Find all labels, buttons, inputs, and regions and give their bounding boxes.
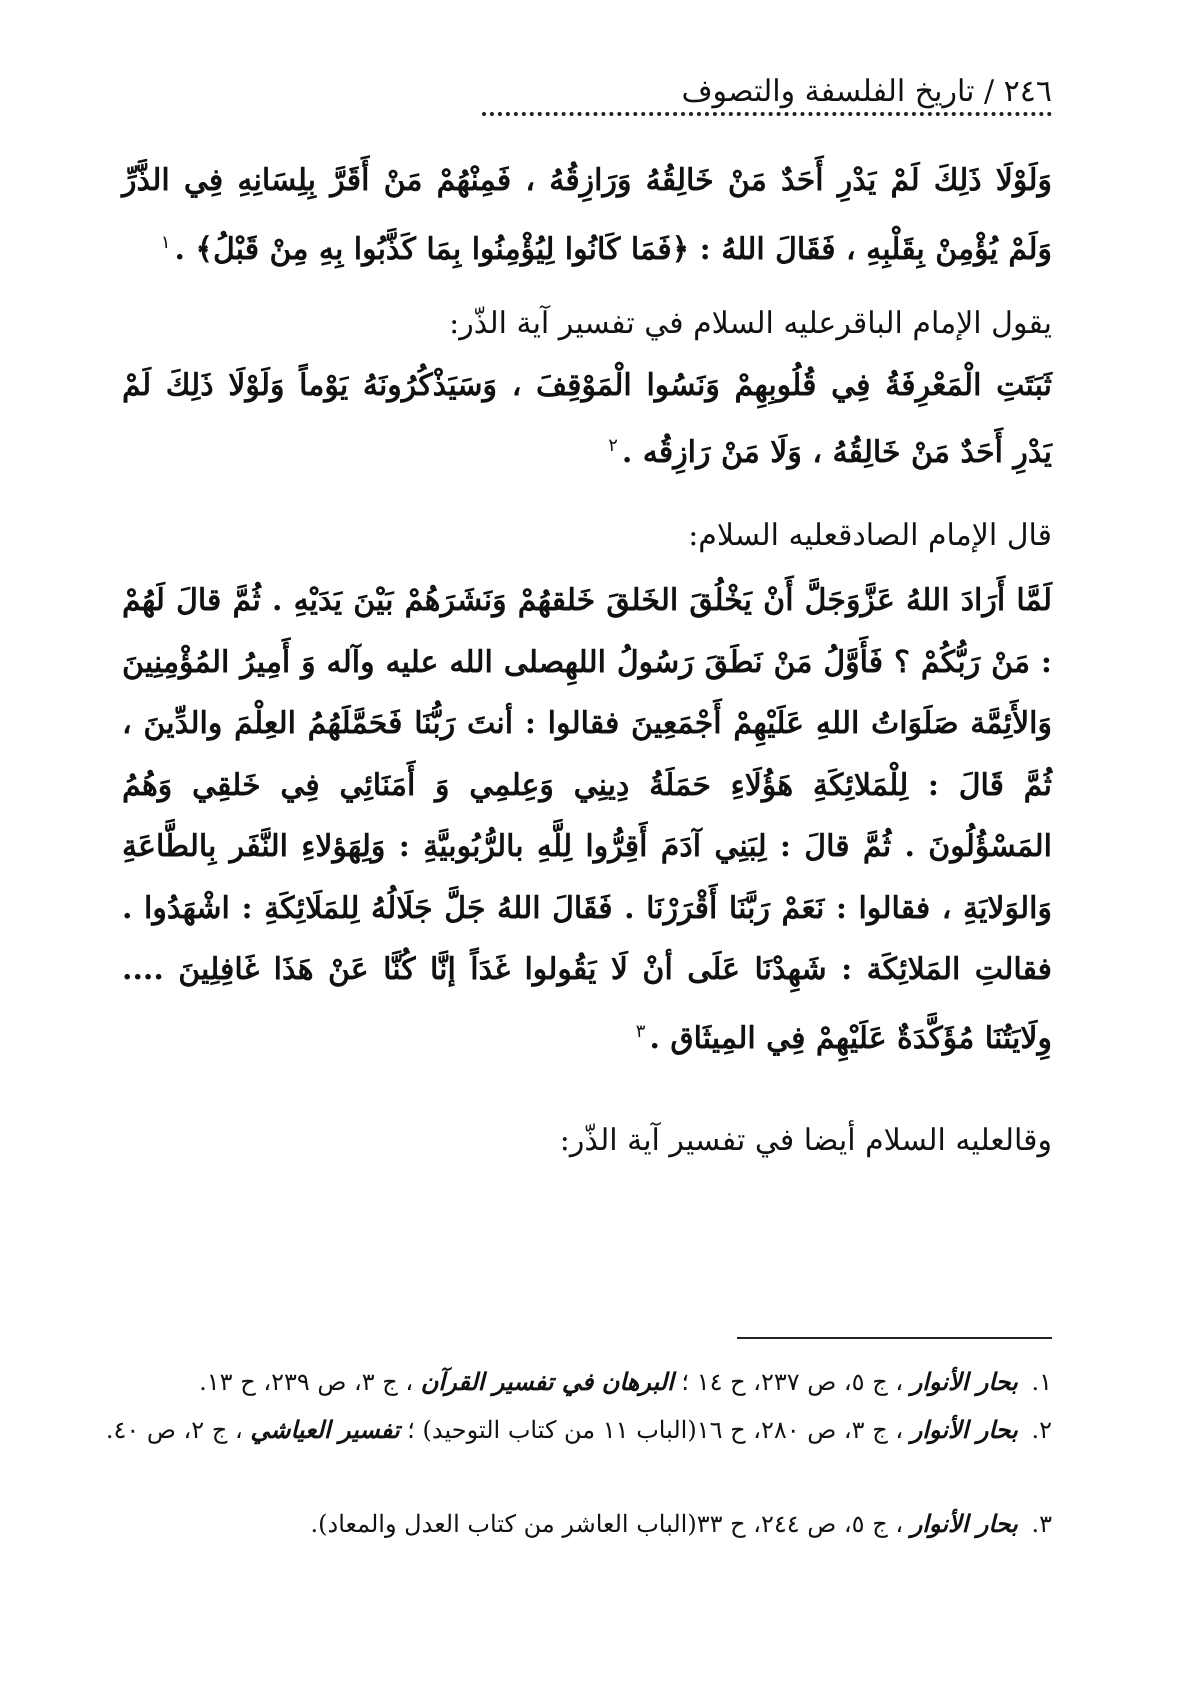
footnote-ref-1[interactable]: ١ <box>160 232 171 253</box>
header-dotted-rule <box>482 112 1052 116</box>
footnote-reference: ، ج ٥، ص ٢٣٧، ح ١٤ ؛ <box>681 1368 904 1396</box>
footnote-source-title: تفسير العياشي <box>250 1415 400 1444</box>
quote-paragraph-2 <box>122 356 1052 483</box>
quote-text-2: ثَبَتَتِ الْمَعْرِفَةُ فِي قُلُوبِهِمْ وَنَسُوا الْمَوْقِفَ ، وَسَيَذْكُرُونَهُ يَوْماً وَلَوْلَا ذَلِكَ لَمْ يَدْرِ أَحَدٌ مَنْ خَالِقُهُ ، وَلَا مَنْ رَازِقُه . <box>122 368 1052 470</box>
footnote-number: ٢. <box>1031 1416 1052 1444</box>
footnote-source-title: البرهان في تفسير القرآن <box>420 1367 674 1396</box>
quote-paragraph-1 <box>122 150 1052 281</box>
footnote-source-title: بحار الأنوار <box>910 1367 1018 1396</box>
intro-line-2: يقول الإمام الباقرعليه السلام في تفسير آية الذّر: <box>449 306 1052 341</box>
footnote-reference: ، ج ٣، ص ٢٨٠، ح ١٦(الباب ١١ من كتاب التوحيد) ؛ <box>407 1416 904 1444</box>
footnote-reference: ، ج ٢، ص ٤٠. <box>105 1416 243 1444</box>
footnote-ref-3[interactable]: ٣ <box>635 1020 646 1042</box>
book-title: تاريخ الفلسفة والتصوف <box>681 74 975 109</box>
page-number: ٢٤٦ <box>1003 74 1052 109</box>
footnote-separator <box>737 1337 1052 1339</box>
footnote-2 <box>97 1410 1052 1450</box>
footnote-1 <box>97 1362 1052 1402</box>
footnote-number: ٣. <box>1031 1510 1052 1538</box>
intro-line-4: وقالعليه السلام أيضا في تفسير آية الذّر: <box>559 1123 1052 1158</box>
footnote-reference: ، ج ٥، ص ٢٤٤، ح ٣٣(الباب العاشر من كتاب العدل والمعاد). <box>310 1510 904 1538</box>
footnote-source-title: بحار الأنوار <box>910 1415 1018 1444</box>
footnote-source-title: بحار الأنوار <box>910 1509 1018 1538</box>
footnote-number: ١. <box>1031 1368 1052 1396</box>
running-header <box>118 72 1052 128</box>
footnote-3 <box>97 1504 1052 1544</box>
header-separator: / <box>984 74 995 109</box>
quote-text-3: لَمَّا أَرَادَ اللهُ عَزَّوَجَلَّ أَنْ يَخْلُقَ الخَلقَ خَلقهُمْ وَنَشَرَهُمْ بَيْنَ يَدَيْهِ . ثُمَّ قالَ لَهُمْ : مَنْ رَبُّكُمْ ؟ فَأَوَّلُ مَنْ نَطَقَ رَسُولُ اللهِصلى الله عليه وآله وَ أَمِيرُ المُؤْمِنِينَ وَالأَئِمَّة صَلَوَاتُ اللهِ عَلَيْهِمْ أَجْمَعِينَ فقالوا : أنتَ رَبُّنَا فَحَمَّلَهُمُ العِلْمَ والدِّينَ ، ثُمَّ قَالَ : لِلْمَلائِكَةِ هَؤُلَاءِ حَمَلَةُ دِينِي وَعِلمِي وَ أَمَنَائِي فِي خَلقِي وَهُمُ المَسْؤُلُونَ . ثُمَّ قالَ : لِبَنِي آدَمَ أَقِرُّوا لِلَّهِ بالرُّبُوبيَّةِ : وَلِهَؤلاءِ النَّفَر بِالطَّاعَةِ وَالوَلايَةِ ، فقالوا : نَعَمْ رَبَّنَا أَقْرَرْنَا . فَقَالَ اللهُ جَلَّ جَلَالُهُ لِلمَلَائِكَةِ : اشْهَدُوا . فقالتِ المَلائِكَة : شَهِدْنَا عَلَى أنْ لَا يَقُولوا غَدَاً إنَّا كُنَّا عَنْ هَذَا غَافِلِينَ .... وِلَايَتُنَا مُؤَكَّدَةٌ عَلَيْهِمْ فِي المِيثَاق . <box>122 583 1052 1056</box>
footnote-ref-2[interactable]: ٢ <box>608 435 618 456</box>
footnote-reference: ، ج ٣، ص ٢٣٩، ح ١٣. <box>199 1368 414 1396</box>
intro-line-3: قال الإمام الصادقعليه السلام: <box>688 518 1052 553</box>
quote-text-1: وَلَوْلَا ذَلِكَ لَمْ يَدْرِ أَحَدٌ مَنْ خَالِقُهُ وَرَازِقُهُ ، فَمِنْهُمْ مَنْ أَقَرَّ بِلِسَانِهِ فِي الذَّرِّ وَلَمْ يُؤْمِنْ بِقَلْبِهِ ، فَقَالَ اللهُ : ﴿فَمَا كَانُوا لِيُؤْمِنُوا بِمَا كَذَّبُوا بِهِ مِنْ قَبْلُ﴾ . <box>122 163 1052 267</box>
header-line <box>681 72 1052 112</box>
quote-paragraph-3 <box>122 570 1052 1069</box>
